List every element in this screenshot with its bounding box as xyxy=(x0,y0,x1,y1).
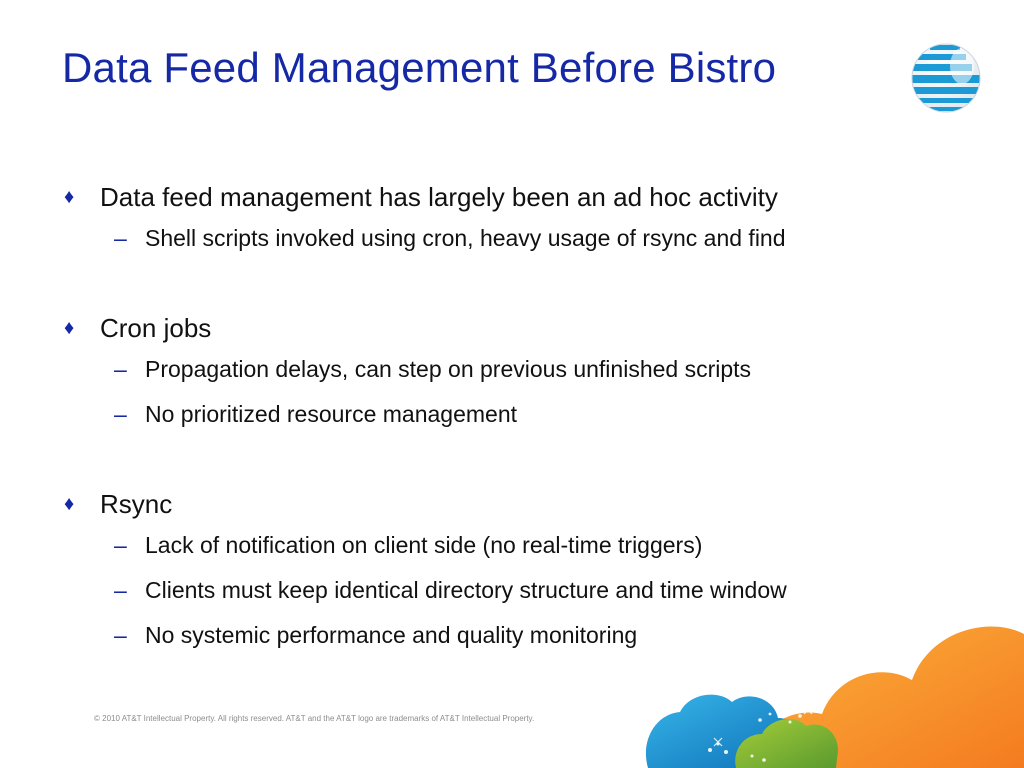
sub-bullet-item xyxy=(64,216,964,261)
bullet-item xyxy=(64,485,964,523)
att-globe-logo xyxy=(910,42,982,114)
diamond-bullet-icon: ♦ xyxy=(64,493,75,515)
bullet-list xyxy=(64,178,964,658)
sub-bullet-text: Shell scripts invoked using cron, heavy usage of rsync and find xyxy=(145,225,786,251)
dash-bullet-icon: – xyxy=(114,401,127,427)
sub-bullet-item xyxy=(64,392,964,437)
slide-title: Data Feed Management Before Bistro xyxy=(62,44,777,91)
sub-bullet-text: Propagation delays, can step on previous unfinished scripts xyxy=(145,356,752,382)
dash-bullet-icon: – xyxy=(114,532,127,558)
diamond-bullet-icon: ♦ xyxy=(64,317,75,339)
sub-bullet-text: No prioritized resource management xyxy=(145,401,518,427)
dash-bullet-icon: – xyxy=(114,622,127,648)
cloud-graphic xyxy=(640,610,1024,768)
sub-bullet-item xyxy=(64,347,964,392)
sub-bullet-text: Clients must keep identical directory structure and time window xyxy=(145,577,787,603)
bullet-text: Rsync xyxy=(100,489,173,519)
diamond-bullet-icon: ♦ xyxy=(64,186,75,208)
sub-bullet-item xyxy=(64,523,964,568)
copyright-footer: © 2010 AT&T Intellectual Property. All rights reserved. AT&T and the AT&T logo are trademarks of AT&T Intellectual Property. xyxy=(94,714,535,723)
bullet-text: Cron jobs xyxy=(100,313,212,343)
bullet-item xyxy=(64,178,964,216)
dash-bullet-icon: – xyxy=(114,577,127,603)
bullet-text: Data feed management has largely been an ad hoc activity xyxy=(100,182,778,212)
sub-bullet-text: No systemic performance and quality monitoring xyxy=(145,622,638,648)
bullet-item xyxy=(64,309,964,347)
sub-bullet-text: Lack of notification on client side (no real-time triggers) xyxy=(145,532,703,558)
dash-bullet-icon: – xyxy=(114,225,127,251)
dash-bullet-icon: – xyxy=(114,356,127,382)
sub-bullet-item xyxy=(64,568,964,613)
